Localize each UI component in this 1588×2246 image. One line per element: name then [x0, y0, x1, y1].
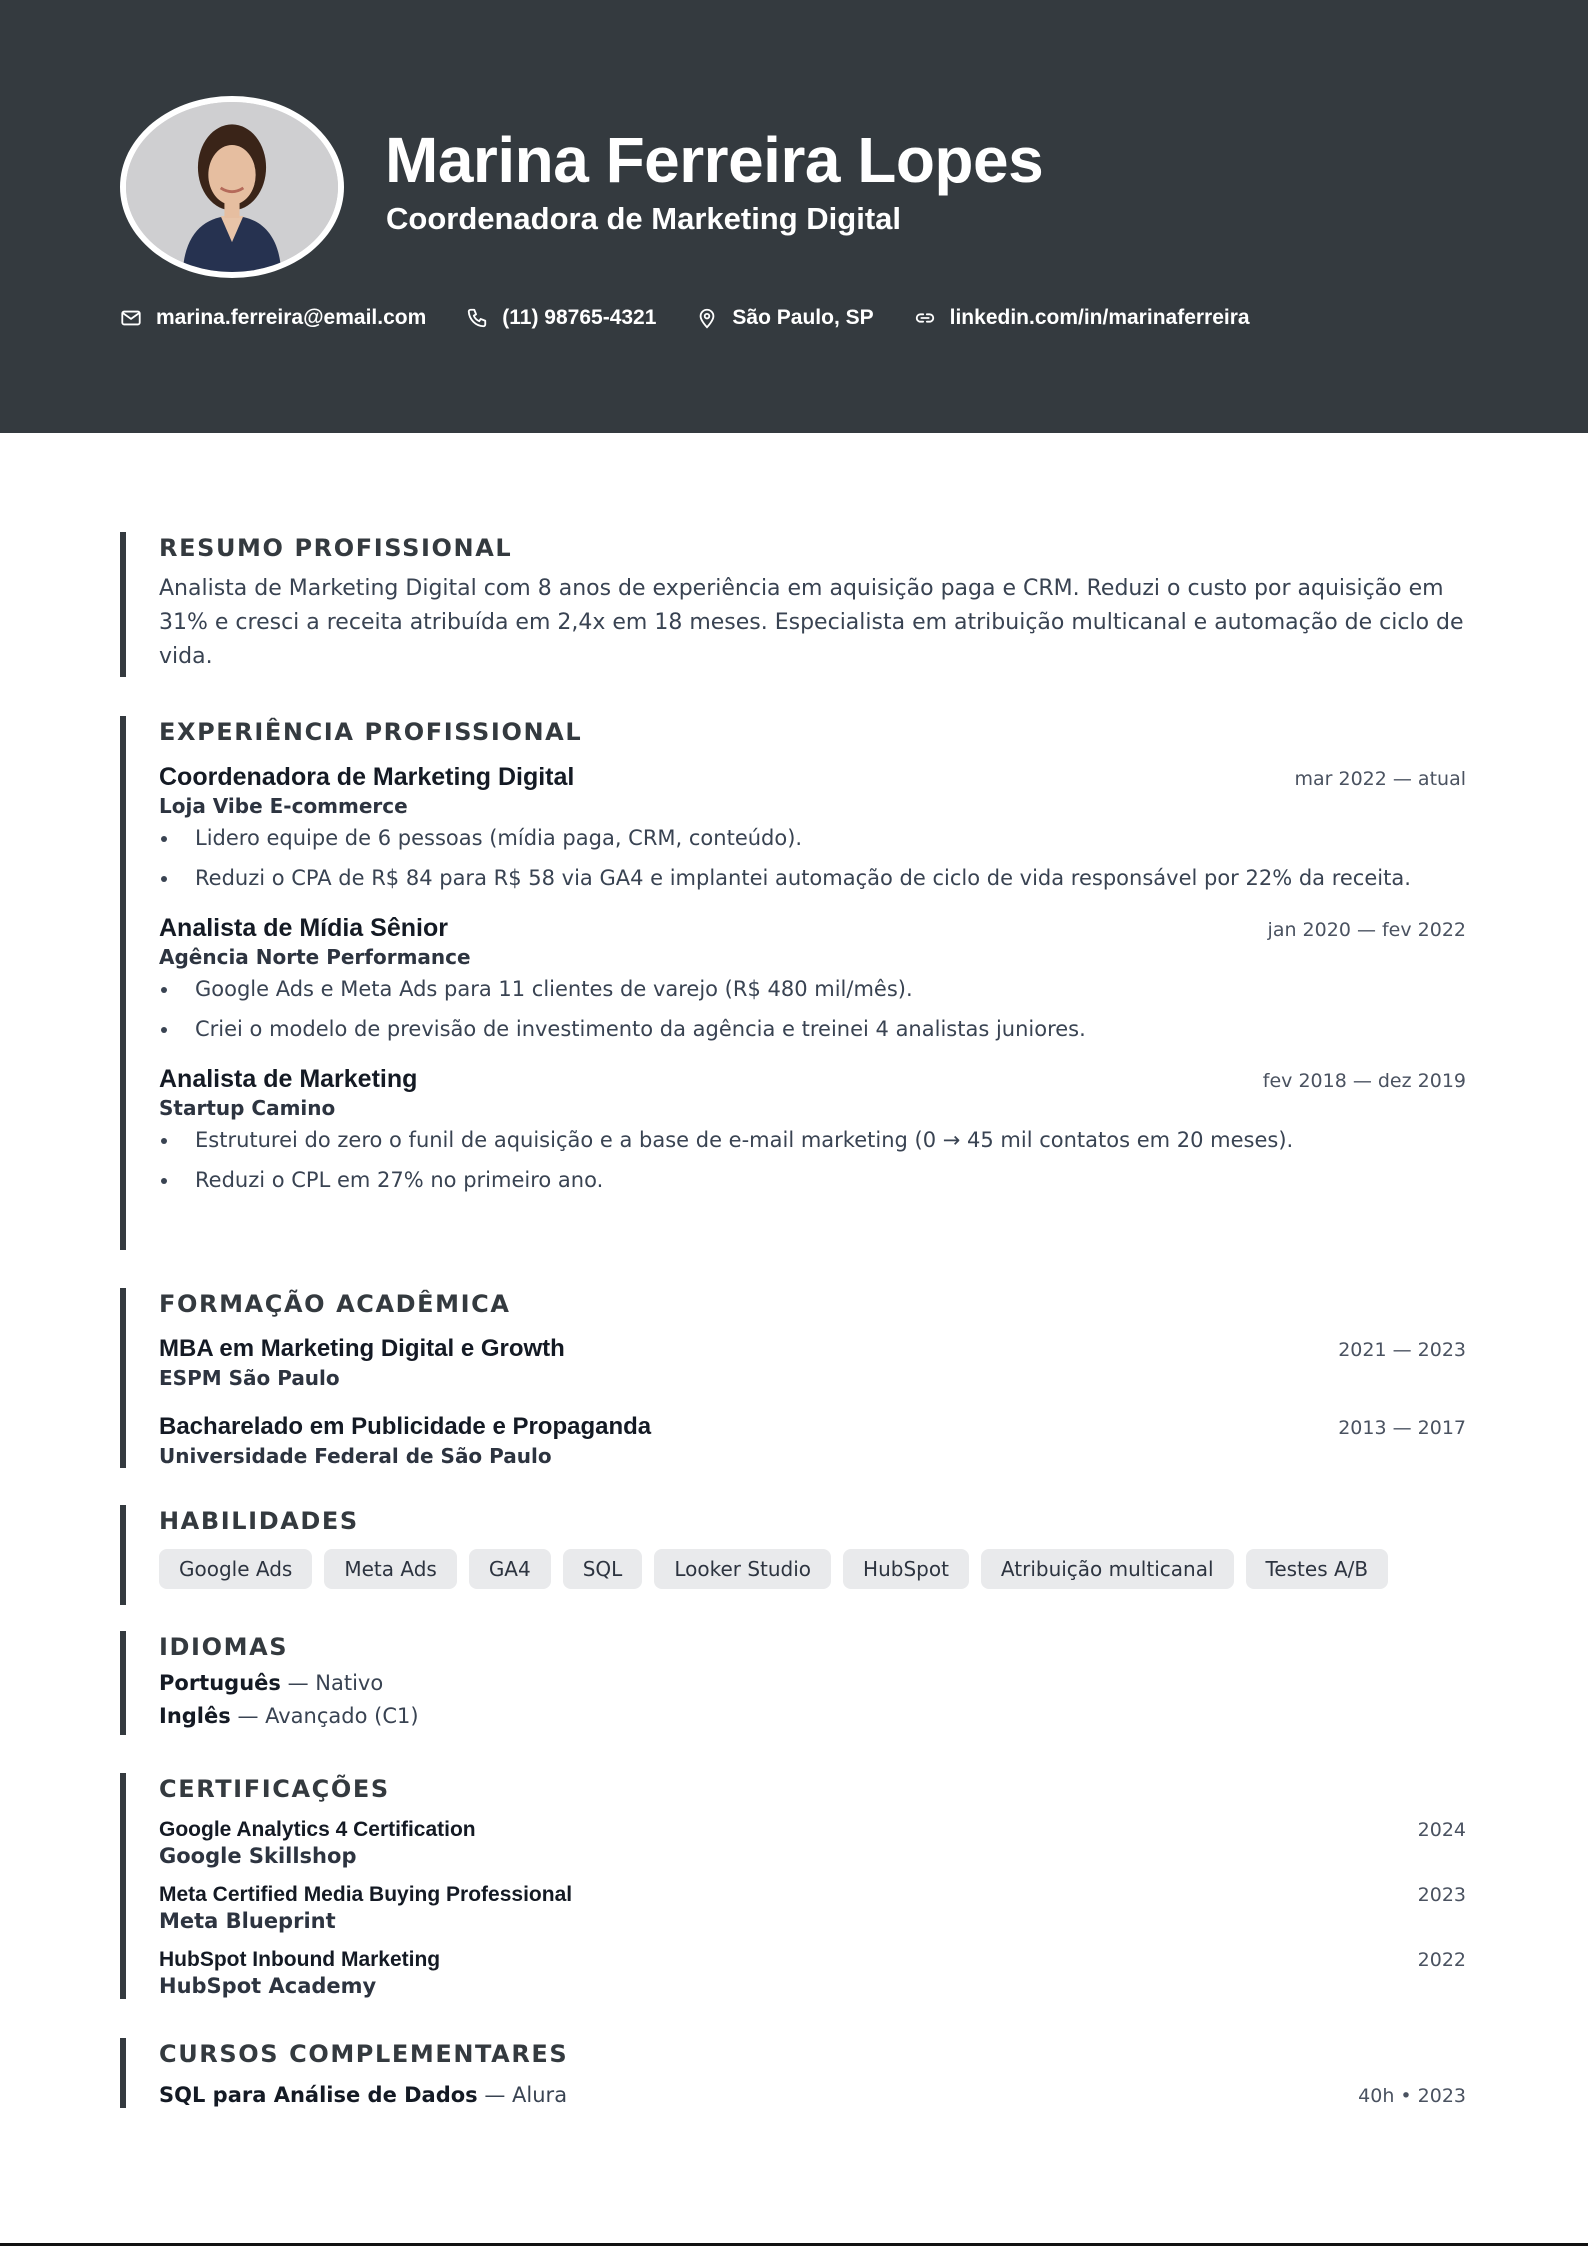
certification-name: HubSpot Inbound Marketing [159, 1948, 441, 1971]
phone-text: (11) 98765-4321 [502, 306, 657, 329]
job-bullets [159, 974, 1466, 1044]
education-dates: 2013 — 2017 [1338, 1417, 1466, 1439]
language-level: — Avançado (C1) [237, 1704, 419, 1728]
language-level: — Nativo [287, 1671, 384, 1695]
section-title: HABILIDADES [159, 1507, 359, 1535]
job-bullets [159, 823, 1466, 893]
experience-section [120, 716, 1466, 1250]
certification-issuer: Meta Blueprint [159, 1909, 336, 1933]
degree: MBA em Marketing Digital e Growth [159, 1335, 565, 1362]
section-title: IDIOMAS [159, 1633, 289, 1661]
degree: Bacharelado em Publicidade e Propaganda [159, 1413, 652, 1440]
mail-icon [120, 307, 142, 329]
certification-entry [159, 1882, 1466, 1934]
section-title: RESUMO PROFISSIONAL [159, 534, 513, 562]
section-title: CURSOS COMPLEMENTARES [159, 2040, 569, 2068]
certification-year: 2024 [1417, 1819, 1466, 1841]
certification-entry [159, 1817, 1466, 1869]
certification-issuer: Google Skillshop [159, 1844, 357, 1868]
language-entry [159, 1667, 1466, 1700]
course-entry [159, 2080, 1466, 2111]
school: ESPM São Paulo [159, 1366, 340, 1390]
contact-email[interactable] [120, 306, 426, 330]
languages-section [120, 1631, 1466, 1735]
list-item: Criei o modelo de previsão de investimento da agência e treinei 4 analistas juniores. [159, 1014, 1466, 1044]
location-text: São Paulo, SP [732, 306, 874, 329]
certification-name: Meta Certified Media Buying Professional [159, 1883, 573, 1906]
job-entry [159, 913, 1466, 1044]
education-section [120, 1288, 1466, 1468]
education-entry [159, 1334, 1466, 1392]
course-meta: 40h • 2023 [1358, 2085, 1466, 2107]
certifications-section [120, 1773, 1466, 1999]
list-item: Reduzi o CPA de R$ 84 para R$ 58 via GA4 e implantei automação de ciclo de vida responsável por 22% da receita. [159, 863, 1466, 893]
section-title: EXPERIÊNCIA PROFISSIONAL [159, 718, 583, 746]
certification-year: 2022 [1417, 1949, 1466, 1971]
link-icon [914, 307, 936, 329]
list-item: Google Ads e Meta Ads para 11 clientes de varejo (R$ 480 mil/mês). [159, 974, 1466, 1004]
job-entry [159, 762, 1466, 893]
job-bullets [159, 1125, 1466, 1195]
certification-issuer: HubSpot Academy [159, 1974, 377, 1998]
certification-year: 2023 [1417, 1884, 1466, 1906]
language-entry [159, 1700, 1466, 1733]
courses-section [120, 2038, 1466, 2108]
job-company: Loja Vibe E-commerce [159, 794, 408, 818]
list-item: Lidero equipe de 6 pessoas (mídia paga, CRM, conteúdo). [159, 823, 1466, 853]
course-provider: — Alura [484, 2083, 568, 2107]
skill-chip: SQL [563, 1549, 643, 1589]
skill-chip: Google Ads [159, 1549, 312, 1589]
certification-name: Google Analytics 4 Certification [159, 1818, 476, 1841]
resume-header [0, 0, 1588, 433]
job-role: Analista de Mídia Sênior [159, 914, 448, 942]
job-company: Startup Camino [159, 1096, 336, 1120]
skill-chip: GA4 [469, 1549, 551, 1589]
section-title: CERTIFICAÇÕES [159, 1775, 390, 1803]
skill-chip: HubSpot [843, 1549, 969, 1589]
list-item: Estruturei do zero o funil de aquisição e a base de e-mail marketing (0 → 45 mil contatos em 20 meses). [159, 1125, 1466, 1155]
section-title: FORMAÇÃO ACADÊMICA [159, 1290, 511, 1318]
contact-phone[interactable] [466, 306, 656, 330]
job-dates: fev 2018 — dez 2019 [1262, 1070, 1466, 1092]
profile-photo [120, 96, 344, 278]
candidate-headline: Coordenadora de Marketing Digital [386, 201, 902, 236]
job-role: Analista de Marketing [159, 1065, 418, 1093]
skills-section [120, 1505, 1466, 1605]
language-name: Inglês [159, 1704, 231, 1728]
job-dates: mar 2022 — atual [1294, 768, 1466, 790]
list-item: Reduzi o CPL em 27% no primeiro ano. [159, 1165, 1466, 1195]
job-entry [159, 1064, 1466, 1195]
summary-text: Analista de Marketing Digital com 8 anos de experiência em aquisição paga e CRM. Reduzi o custo por aquisição em 31% e cresci a receita atribuída em 2,4x em 18 meses. Especialista em atribuição multicanal e automação de ciclo de vida. [159, 576, 1464, 669]
email-text: marina.ferreira@email.com [156, 306, 427, 329]
contact-location [696, 306, 873, 330]
phone-icon [466, 307, 488, 329]
job-company: Agência Norte Performance [159, 945, 471, 969]
education-dates: 2021 — 2023 [1338, 1339, 1466, 1361]
course-name: SQL para Análise de Dados [159, 2083, 478, 2107]
skill-chip: Testes A/B [1246, 1549, 1389, 1589]
language-name: Português [159, 1671, 281, 1695]
school: Universidade Federal de São Paulo [159, 1444, 552, 1468]
certification-entry [159, 1947, 1466, 1999]
skill-chip: Atribuição multicanal [981, 1549, 1234, 1589]
candidate-name: Marina Ferreira Lopes [385, 124, 1044, 196]
location-icon [696, 307, 718, 329]
summary-section [120, 532, 1466, 677]
skill-chip: Looker Studio [654, 1549, 831, 1589]
contact-linkedin[interactable] [914, 306, 1250, 330]
linkedin-text: linkedin.com/in/marinaferreira [949, 306, 1250, 329]
skill-chip: Meta Ads [324, 1549, 456, 1589]
job-dates: jan 2020 — fev 2022 [1267, 919, 1466, 941]
skill-chips [159, 1549, 1466, 1589]
education-entry [159, 1412, 1466, 1470]
contact-list [120, 306, 1290, 330]
job-role: Coordenadora de Marketing Digital [159, 763, 575, 791]
